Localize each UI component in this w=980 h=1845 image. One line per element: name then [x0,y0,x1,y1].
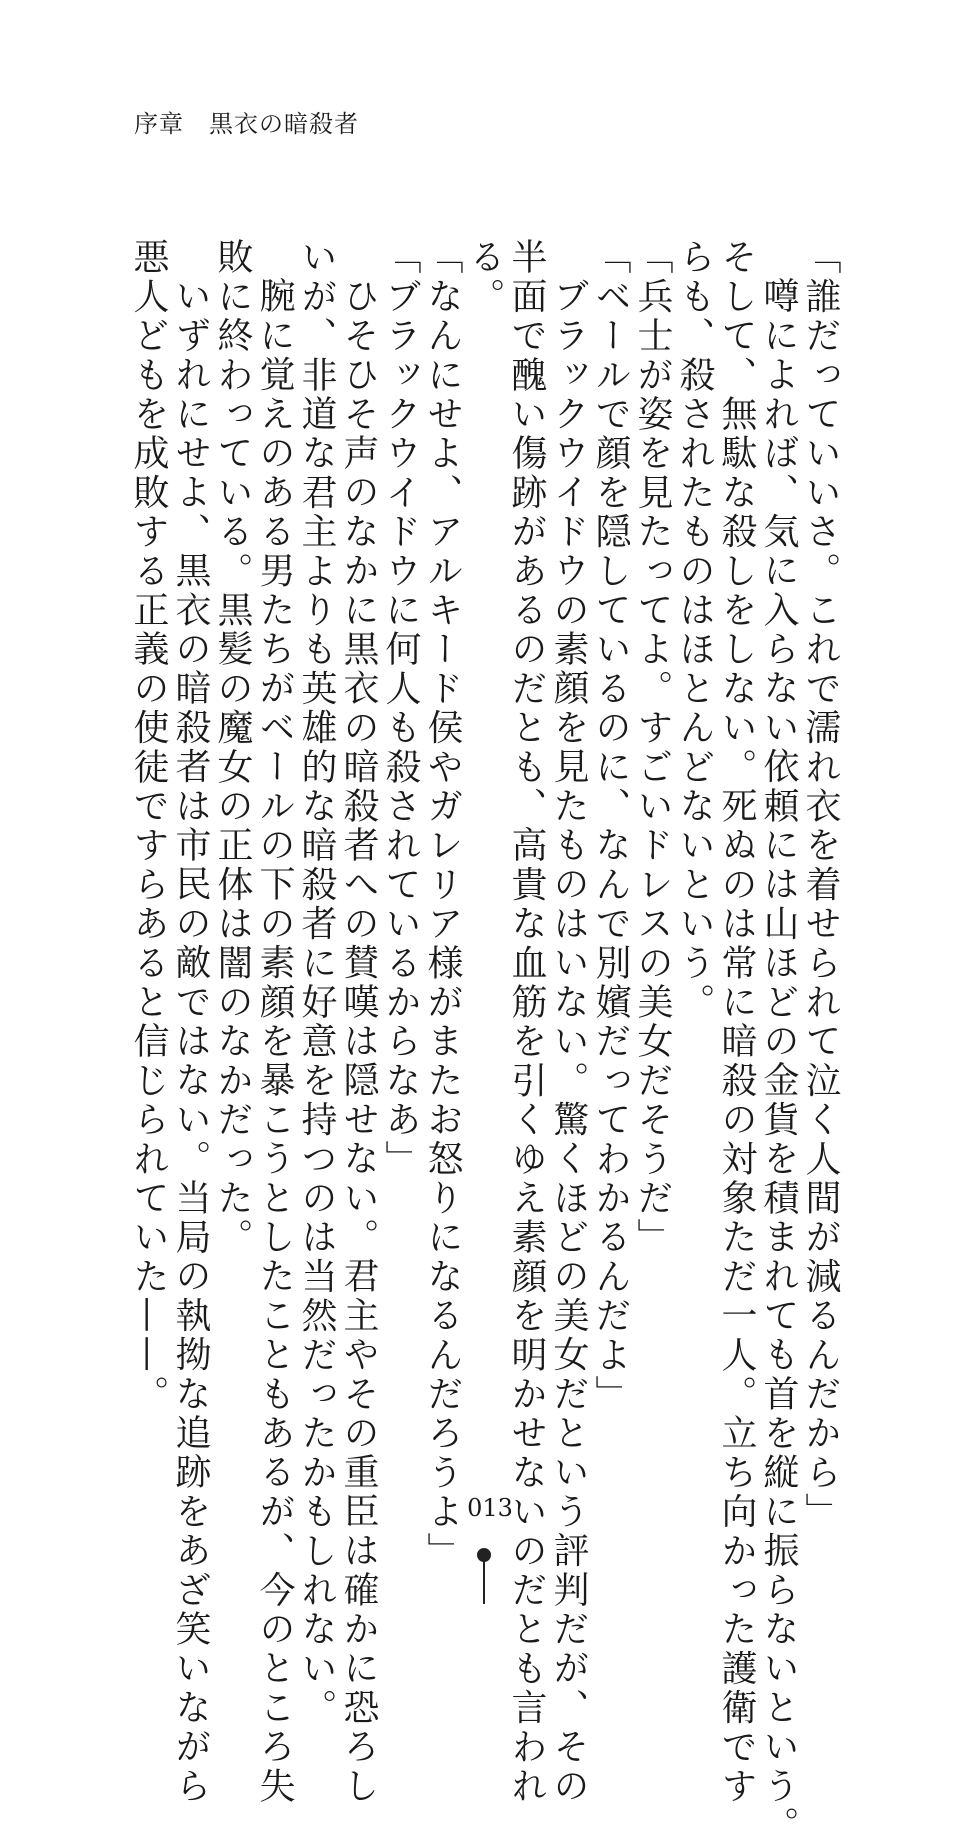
text-column: 「誰だっていいさ。これで濡れ衣を着せられて泣く人間が減るんだから」 [800,238,841,1532]
text-column: 半面で醜い傷跡があるのだとも、高貴な血筋を引くゆえ素顔を明かせないのだとも言われ [506,238,547,1806]
text-column: 敗に終わっている。黒髪の魔女の正体は闇のなかだった。 [212,238,253,1258]
text-column: ひそひそ声のなかに黒衣の暗殺者への賛嘆は隠せない。君主やその重臣は確かに恐ろし [338,277,379,1806]
folio-line-ornament [483,1560,485,1604]
text-column: いずれにせよ、黒衣の暗殺者は市民の敵ではない。当局の執拗な追跡をあざ笑いながら [170,277,211,1806]
text-column: ブラックウイドウの素顔を見たものはいない。驚くほどの美女だという評判だが、その [548,277,589,1806]
text-column: 「兵士が姿を見たってよ。すごいドレスの美女だそうだ」 [632,238,673,1258]
text-column: 「ベールで顔を隠しているのに、なんで別嬪だってわかるんだよ」 [590,238,631,1414]
text-column: そして、無駄な殺しをしない。死ぬのは常に暗殺の対象ただ一人。立ち向かった護衛です [716,238,757,1806]
chapter-header: 序章 黒衣の暗殺者 [134,110,359,138]
text-column: いが、非道な君主よりも英雄的な暗殺者に好意を持つのは当然だったかもしれない。 [296,238,337,1728]
text-column: らも、殺されたものはほとんどないという。 [674,238,715,1022]
text-column: 悪人どもを成敗する正義の使徒ですらあると信じられていた——。 [128,238,169,1414]
page-number: 013 [467,1494,513,1522]
text-column: 「ブラックウイドウに何人も殺されているからなあ」 [380,238,421,1179]
text-column: 噂によれば、気に入らない依頼には山ほどの金貨を積まれても首を縦に振らないという。 [758,277,799,1845]
text-column: 腕に覚えのある男たちがベールの下の素顔を暴こうとしたこともあるが、今のところ失 [254,277,295,1806]
text-column: る。 [464,238,505,317]
text-column: 「なんにせよ、アルキード侯やガレリア様がまたお怒りになるんだろうよ」 [422,238,463,1571]
